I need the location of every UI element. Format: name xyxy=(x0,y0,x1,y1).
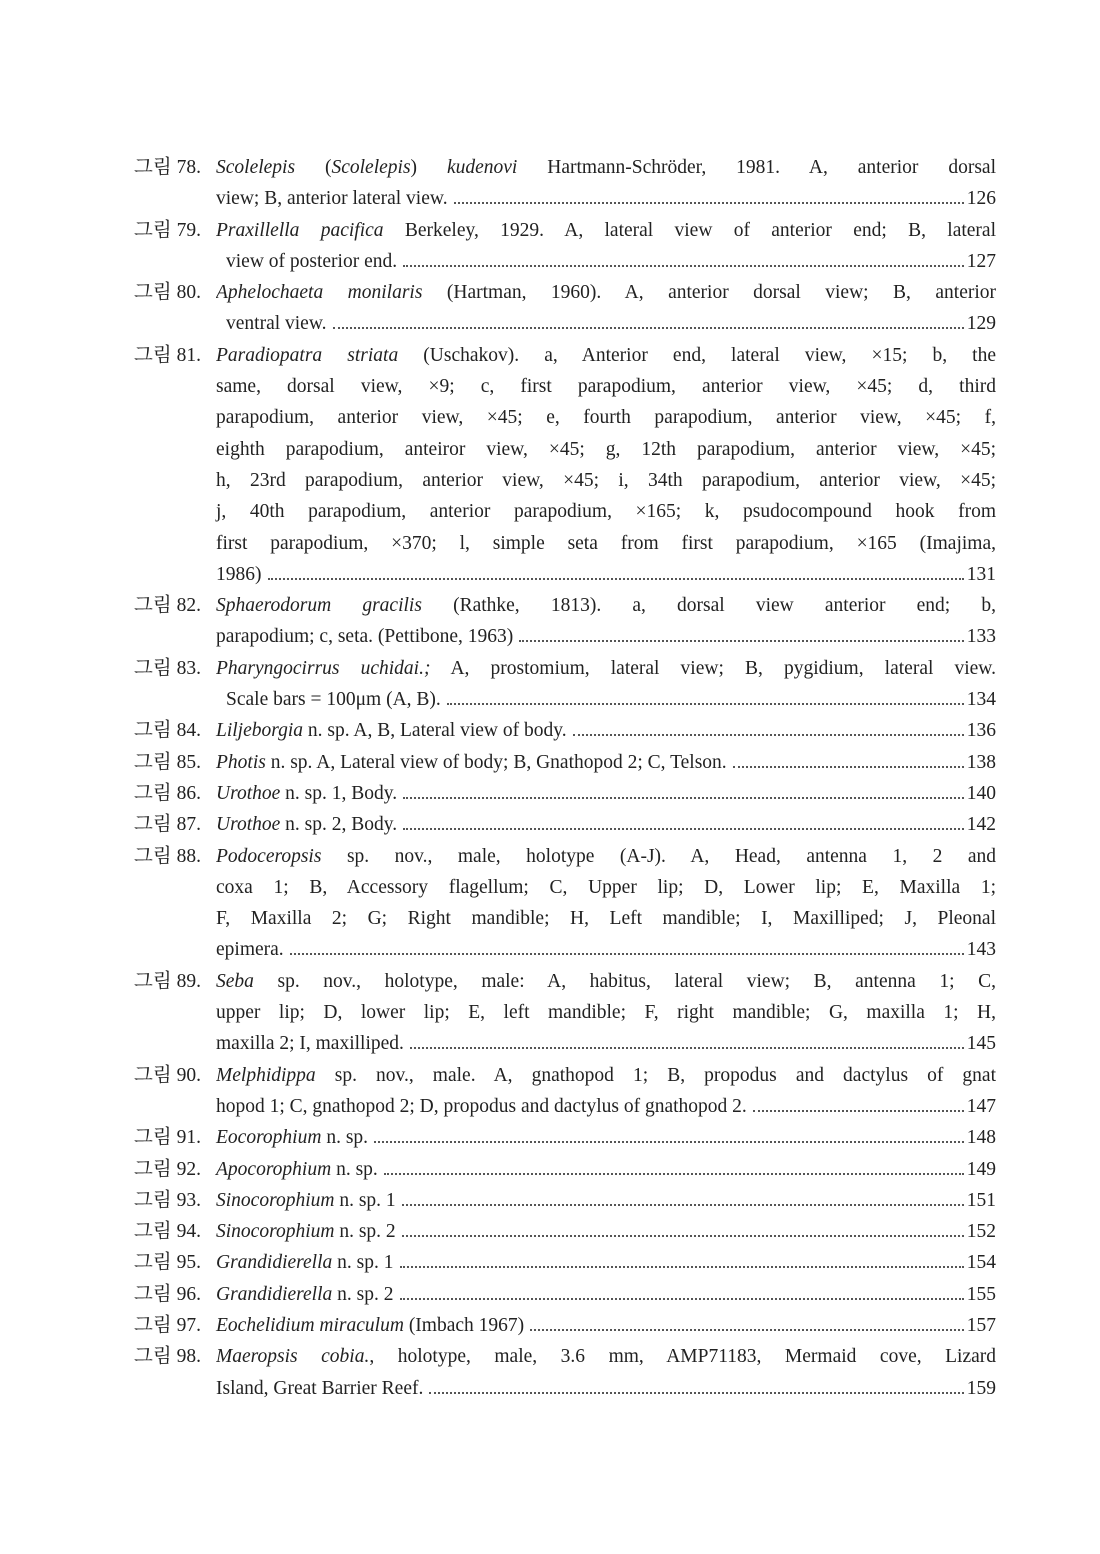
leader-dots xyxy=(374,1141,964,1143)
figure-entry xyxy=(134,340,996,590)
leader-dots xyxy=(530,1329,964,1331)
figure-prefix: 그림 xyxy=(134,1158,172,1180)
figure-entry xyxy=(134,966,996,1060)
figure-label xyxy=(134,747,216,778)
figure-prefix: 그림 xyxy=(134,845,172,867)
entry-first-line xyxy=(134,1247,996,1278)
page-number: 138 xyxy=(966,751,996,773)
figure-number: 95. xyxy=(171,1252,201,1274)
caption-text: n. sp. 2, Body. xyxy=(280,814,398,836)
figure-label xyxy=(134,1060,216,1091)
caption-body xyxy=(216,1279,394,1310)
figure-number: 98. xyxy=(171,1346,201,1368)
figure-label xyxy=(134,966,216,997)
leader-dots xyxy=(268,578,964,580)
caption-text: n. sp. 2 xyxy=(334,1221,396,1243)
page-number: 127 xyxy=(966,250,996,272)
figure-prefix: 그림 xyxy=(134,751,172,773)
caption-body xyxy=(216,183,448,214)
caption-line xyxy=(216,1279,996,1310)
figure-label xyxy=(134,215,216,246)
caption-text: F, Maxilla 2; G; Right mandible; H, Left mandible; I, Maxilliped; J, Pleonal xyxy=(216,908,996,930)
caption-text: coxa 1; B, Accessory flagellum; C, Upper lip; D, Lower lip; E, Maxilla 1; xyxy=(216,876,996,898)
caption-text: h, 23rd parapodium, anterior view, ×45; i, 34th parapodium, anterior view, ×45; xyxy=(216,469,996,491)
caption-line xyxy=(216,841,996,872)
page-number: 136 xyxy=(966,720,996,742)
figure-prefix: 그림 xyxy=(134,344,172,366)
figure-prefix: 그림 xyxy=(134,1189,172,1211)
entry-last-line xyxy=(134,559,996,590)
caption-line xyxy=(216,277,996,308)
figure-prefix: 그림 xyxy=(134,219,172,241)
figure-number: 94. xyxy=(171,1221,201,1243)
entry-first-line xyxy=(134,1216,996,1247)
caption-line xyxy=(216,715,996,746)
entry-continuation-line xyxy=(134,371,996,402)
figure-label xyxy=(134,809,216,840)
entry-first-line xyxy=(134,1154,996,1185)
caption-text: Berkeley, 1929. A, lateral view of anterior end; B, lateral xyxy=(383,219,996,241)
figure-label xyxy=(134,1216,216,1247)
figure-entry xyxy=(134,653,996,716)
figure-prefix: 그림 xyxy=(134,1221,172,1243)
leader-dots xyxy=(402,1204,964,1206)
caption-line xyxy=(216,340,996,371)
figure-entry xyxy=(134,809,996,840)
leader-dots xyxy=(573,734,964,736)
entry-continuation-line xyxy=(134,402,996,433)
figure-label xyxy=(134,778,216,809)
figure-number: 91. xyxy=(171,1127,201,1149)
leader-dots xyxy=(519,640,963,642)
figure-entry xyxy=(134,1122,996,1153)
entry-last-line xyxy=(134,1028,996,1059)
figure-entry xyxy=(134,841,996,966)
figure-entry xyxy=(134,590,996,653)
caption-text: sp. nov., holotype, male: A, habitus, lateral view; B, antenna 1; C, xyxy=(253,970,996,992)
caption-line xyxy=(216,653,996,684)
figure-entry xyxy=(134,1279,996,1310)
page-number: 145 xyxy=(966,1033,996,1055)
figure-prefix: 그림 xyxy=(134,1314,172,1336)
entry-first-line xyxy=(134,1341,996,1372)
figure-prefix: 그림 xyxy=(134,595,172,617)
caption-body xyxy=(216,1373,423,1404)
caption-line xyxy=(216,747,996,778)
page-number: 151 xyxy=(966,1189,996,1211)
caption-text: view; B, anterior lateral view. xyxy=(216,188,448,210)
page-number: 142 xyxy=(966,814,996,836)
caption-text: first parapodium, ×370; l, simple seta from first parapodium, ×165 (Imajima, xyxy=(216,532,996,554)
entry-first-line xyxy=(134,809,996,840)
figure-entry xyxy=(134,715,996,746)
page-number: 131 xyxy=(966,563,996,585)
figure-number: 83. xyxy=(171,657,201,679)
page-number: 159 xyxy=(966,1377,996,1399)
leader-dots xyxy=(733,766,964,768)
species-name: Photis xyxy=(216,751,266,773)
caption-text: A, prostomium, lateral view; B, pygidium, lateral view. xyxy=(430,657,996,679)
caption-line xyxy=(216,778,996,809)
caption-text: epimera. xyxy=(216,939,284,961)
leader-dots xyxy=(447,703,964,705)
entry-first-line xyxy=(134,340,996,371)
entry-first-line xyxy=(134,715,996,746)
page-number: 134 xyxy=(966,689,996,711)
caption-line xyxy=(216,1060,996,1091)
entry-last-line xyxy=(134,246,996,277)
figure-prefix: 그림 xyxy=(134,1252,172,1274)
figure-prefix: 그림 xyxy=(134,814,172,836)
caption-text: n. sp. xyxy=(321,1127,369,1149)
page-number: 140 xyxy=(966,782,996,804)
entry-first-line xyxy=(134,1122,996,1153)
figure-number: 93. xyxy=(171,1189,201,1211)
figure-label xyxy=(134,1185,216,1216)
caption-body xyxy=(216,1216,396,1247)
caption-line xyxy=(216,1310,996,1341)
caption-body xyxy=(216,1154,378,1185)
leader-dots xyxy=(403,828,964,830)
page-number: 157 xyxy=(966,1314,996,1336)
entry-last-line xyxy=(134,1373,996,1404)
figure-entry xyxy=(134,1247,996,1278)
figure-number: 96. xyxy=(171,1283,201,1305)
caption-text: ) xyxy=(410,157,447,178)
figure-prefix: 그림 xyxy=(134,970,172,992)
leader-dots xyxy=(429,1392,963,1394)
caption-body xyxy=(216,1185,396,1216)
figure-prefix: 그림 xyxy=(134,157,172,178)
figure-entry xyxy=(134,1216,996,1247)
caption-text: parapodium; c, seta. (Pettibone, 1963) xyxy=(216,626,514,648)
caption-line xyxy=(216,152,996,183)
figure-prefix: 그림 xyxy=(134,1064,172,1086)
caption-text: n. sp. 1, Body. xyxy=(280,782,398,804)
entry-continuation-line xyxy=(134,496,996,527)
page-number: 143 xyxy=(966,939,996,961)
species-name: Melphidippa xyxy=(216,1064,316,1086)
page-number: 147 xyxy=(966,1095,996,1117)
leader-dots xyxy=(333,327,964,329)
caption-body xyxy=(216,809,397,840)
caption-text: Hartmann-Schröder, 1981. A, anterior dorsal xyxy=(517,157,996,178)
page-number: 155 xyxy=(966,1283,996,1305)
leader-dots xyxy=(384,1173,964,1175)
entry-last-line xyxy=(134,934,996,965)
caption-text: sp. nov., male. A, gnathopod 1; B, propodus and dactylus of gnat xyxy=(315,1064,996,1086)
caption-line xyxy=(216,1185,996,1216)
caption-body xyxy=(216,934,284,965)
entry-first-line xyxy=(134,152,996,183)
entry-last-line xyxy=(134,308,996,339)
caption-text: ventral view. xyxy=(226,313,327,335)
leader-dots xyxy=(403,265,964,267)
figure-number: 78. xyxy=(171,157,201,178)
figure-number: 92. xyxy=(171,1158,201,1180)
caption-text: view of posterior end. xyxy=(226,250,398,272)
figure-entry xyxy=(134,1341,996,1404)
figure-entry xyxy=(134,215,996,278)
figure-entry xyxy=(134,1060,996,1123)
figure-number: 80. xyxy=(171,282,201,304)
species-name: Aphelochaeta monilaris xyxy=(216,282,423,304)
species-name: Grandidierella xyxy=(216,1283,333,1305)
caption-text: (Imbach 1967) xyxy=(403,1314,525,1336)
entry-continuation-line xyxy=(134,903,996,934)
page-number: 148 xyxy=(966,1127,996,1149)
caption-text: maxilla 2; I, maxilliped. xyxy=(216,1033,404,1055)
figure-number: 79. xyxy=(171,219,201,241)
figure-prefix: 그림 xyxy=(134,1346,172,1368)
caption-body xyxy=(216,747,727,778)
caption-line xyxy=(216,966,996,997)
caption-text: n. sp. 1 xyxy=(332,1252,394,1274)
species-name: Urothoe xyxy=(216,814,281,836)
leader-dots xyxy=(454,202,964,204)
species-name: Eochelidium miraculum xyxy=(216,1314,404,1336)
leader-dots xyxy=(403,797,964,799)
caption-text: n. sp. xyxy=(331,1158,378,1180)
species-name: Maeropsis cobia. xyxy=(216,1346,370,1368)
entry-first-line xyxy=(134,1060,996,1091)
caption-line xyxy=(216,1247,996,1278)
caption-text: (Uschakov). a, Anterior end, lateral view, ×15; b, the xyxy=(398,344,996,366)
caption-text: sp. nov., male, holotype (A-J). A, Head, antenna 1, 2 and xyxy=(321,845,996,867)
caption-line xyxy=(216,809,996,840)
caption-text: (Hartman, 1960). A, anterior dorsal view; B, anterior xyxy=(422,282,996,304)
caption-text: j, 40th parapodium, anterior parapodium, ×165; k, psudocompound hook from xyxy=(216,501,996,523)
figure-prefix: 그림 xyxy=(134,720,172,742)
entry-first-line xyxy=(134,1310,996,1341)
entry-continuation-line xyxy=(134,528,996,559)
caption-text: hopod 1; C, gnathopod 2; D, propodus and dactylus of gnathopod 2. xyxy=(216,1095,747,1117)
figure-label xyxy=(134,1122,216,1153)
figure-list xyxy=(134,152,996,1404)
figure-number: 84. xyxy=(171,720,201,742)
entry-first-line xyxy=(134,841,996,872)
species-name: Paradiopatra striata xyxy=(216,344,399,366)
species-name: Praxillella pacifica xyxy=(216,219,384,241)
entry-first-line xyxy=(134,966,996,997)
figure-label xyxy=(134,715,216,746)
caption-body xyxy=(216,778,397,809)
caption-body xyxy=(216,1091,747,1122)
caption-text: Island, Great Barrier Reef. xyxy=(216,1377,424,1399)
caption-line xyxy=(216,1216,996,1247)
caption-text: upper lip; D, lower lip; E, left mandible; F, right mandible; G, maxilla 1; H, xyxy=(216,1002,996,1024)
caption-text: eighth parapodium, anteiror view, ×45; g, 12th parapodium, anterior view, ×45; xyxy=(216,438,996,460)
caption-text: parapodium, anterior view, ×45; e, fourth parapodium, anterior view, ×45; f, xyxy=(216,407,996,429)
species-name: Podoceropsis xyxy=(216,845,322,867)
caption-text: 1986) xyxy=(216,563,262,585)
figure-prefix: 그림 xyxy=(134,1283,172,1305)
entry-first-line xyxy=(134,215,996,246)
leader-dots xyxy=(400,1298,964,1300)
species-name: Eocorophium xyxy=(216,1127,322,1149)
figure-label xyxy=(134,152,216,183)
entry-continuation-line xyxy=(134,465,996,496)
figure-number: 90. xyxy=(171,1064,201,1086)
caption-text: n. sp. A, Lateral view of body; B, Gnathopod 2; C, Telson. xyxy=(265,751,727,773)
caption-body xyxy=(226,246,397,277)
figure-entry xyxy=(134,1185,996,1216)
entry-first-line xyxy=(134,653,996,684)
caption-body xyxy=(216,715,567,746)
figure-number: 86. xyxy=(171,782,201,804)
species-name: Urothoe xyxy=(216,782,281,804)
figure-number: 81. xyxy=(171,344,201,366)
species-name: Sinocorophium xyxy=(216,1221,335,1243)
caption-line xyxy=(216,590,996,621)
entry-continuation-line xyxy=(134,872,996,903)
caption-line xyxy=(216,1122,996,1153)
caption-text: (Rathke, 1813). a, dorsal view anterior end; b, xyxy=(421,595,996,617)
entry-first-line xyxy=(134,1185,996,1216)
page-number: 129 xyxy=(966,313,996,335)
caption-body xyxy=(216,559,262,590)
leader-dots xyxy=(753,1110,964,1112)
entry-first-line xyxy=(134,747,996,778)
figure-number: 85. xyxy=(171,751,201,773)
entry-continuation-line xyxy=(134,434,996,465)
entry-first-line xyxy=(134,590,996,621)
figure-entry xyxy=(134,277,996,340)
caption-body xyxy=(216,621,513,652)
caption-line xyxy=(216,215,996,246)
caption-text: same, dorsal view, ×9; c, first parapodium, anterior view, ×45; d, third xyxy=(216,376,996,398)
caption-text: n. sp. A, B, Lateral view of body. xyxy=(303,720,567,742)
leader-dots xyxy=(400,1266,964,1268)
page-number: 154 xyxy=(966,1252,996,1274)
entry-last-line xyxy=(134,1091,996,1122)
figure-number: 87. xyxy=(171,814,201,836)
caption-text: n. sp. 2 xyxy=(332,1283,394,1305)
caption-text: Scale bars = 100μm (A, B). xyxy=(226,689,441,711)
page-number: 149 xyxy=(966,1158,996,1180)
caption-line xyxy=(216,1154,996,1185)
species-name: Apocorophium xyxy=(216,1158,332,1180)
leader-dots xyxy=(402,1235,964,1237)
figure-label xyxy=(134,1154,216,1185)
figure-label xyxy=(134,277,216,308)
species-name: Liljeborgia xyxy=(216,720,304,742)
figure-label xyxy=(134,1279,216,1310)
figure-entry xyxy=(134,152,996,215)
figure-number: 82. xyxy=(171,595,201,617)
figure-label xyxy=(134,1341,216,1372)
figure-prefix: 그림 xyxy=(134,657,172,679)
entry-first-line xyxy=(134,277,996,308)
figure-number: 88. xyxy=(171,845,201,867)
figure-prefix: 그림 xyxy=(134,1127,172,1149)
leader-dots xyxy=(410,1047,964,1049)
caption-body xyxy=(216,1310,524,1341)
caption-text: n. sp. 1 xyxy=(334,1189,396,1211)
page-number: 152 xyxy=(966,1221,996,1243)
figure-label xyxy=(134,653,216,684)
species-name: Grandidierella xyxy=(216,1252,333,1274)
caption-body xyxy=(216,1028,404,1059)
leader-dots xyxy=(290,953,964,955)
entry-last-line xyxy=(134,621,996,652)
figure-label xyxy=(134,590,216,621)
figure-prefix: 그림 xyxy=(134,282,172,304)
entry-first-line xyxy=(134,778,996,809)
figure-label xyxy=(134,841,216,872)
species-name: Pharyngocirrus uchidai.; xyxy=(216,657,431,679)
species-name: Sphaerodorum gracilis xyxy=(216,595,422,617)
page-number: 126 xyxy=(966,188,996,210)
figure-label xyxy=(134,1310,216,1341)
caption-body xyxy=(216,1122,368,1153)
caption-body xyxy=(216,1247,394,1278)
figure-prefix: 그림 xyxy=(134,782,172,804)
caption-body xyxy=(226,308,327,339)
caption-body xyxy=(226,684,441,715)
figure-entry xyxy=(134,778,996,809)
species-name: Scolelepis xyxy=(216,157,296,178)
figure-label xyxy=(134,340,216,371)
figure-label xyxy=(134,1247,216,1278)
caption-text: ( xyxy=(295,157,332,178)
entry-first-line xyxy=(134,1279,996,1310)
species-name: Sinocorophium xyxy=(216,1189,335,1211)
figure-number: 97. xyxy=(171,1314,201,1336)
species-name: Seba xyxy=(216,970,254,992)
figure-entry xyxy=(134,1154,996,1185)
caption-line xyxy=(216,1341,996,1372)
entry-last-line xyxy=(134,183,996,214)
figure-number: 89. xyxy=(171,970,201,992)
figure-entry xyxy=(134,747,996,778)
entry-continuation-line xyxy=(134,997,996,1028)
entry-last-line xyxy=(134,684,996,715)
species-name: Scolelepis xyxy=(331,157,411,178)
caption-text: , holotype, male, 3.6 mm, AMP71183, Mermaid cove, Lizard xyxy=(369,1346,996,1368)
species-name: kudenovi xyxy=(446,157,518,178)
figure-entry xyxy=(134,1310,996,1341)
page-number: 133 xyxy=(966,626,996,648)
